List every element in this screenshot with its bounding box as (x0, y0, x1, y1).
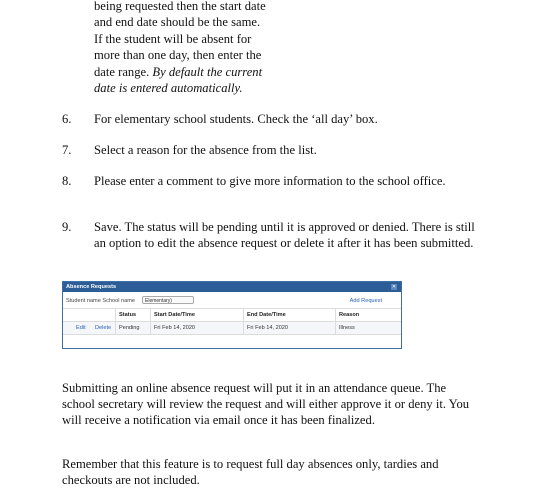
status-cell: Pending (119, 325, 140, 331)
default-date-note: date is entered automatically. (94, 81, 243, 96)
default-date-note: By default the current (152, 64, 263, 79)
step-5-continuation (94, 0, 304, 96)
step-text: Save. The status will be pending until it is approved or denied. There is still an option to edit the absence request or delete it after it has been submitted. (94, 220, 475, 250)
close-icon[interactable]: ✕ (391, 284, 397, 290)
start-date-cell: Fri Feb 14, 2020 (154, 325, 196, 331)
edit-link[interactable]: Edit (76, 325, 86, 331)
end-date-cell: Fri Feb 14, 2020 (247, 325, 289, 331)
continuation-line: being requested then the start date (94, 0, 266, 13)
step-text: Select a reason for the absence from the list. (94, 143, 317, 157)
student-selector-row (66, 296, 398, 305)
add-request-link[interactable]: Add Request (349, 298, 382, 304)
step-number: 9. (62, 220, 72, 234)
column-header: Status (119, 312, 137, 318)
continuation-line: more than one day, then enter the (94, 48, 262, 63)
continuation-line: and end date should be the same. (94, 15, 261, 30)
absence-requests-screenshot (62, 281, 402, 349)
step-number: 8. (62, 174, 72, 188)
column-header: End Date/Time (247, 312, 286, 318)
table-header (63, 308, 401, 322)
requests-table (63, 308, 401, 335)
table-row (63, 322, 401, 335)
delete-link[interactable]: Delete (95, 325, 112, 331)
step-text: Please enter a comment to give more information to the school office. (94, 174, 446, 188)
step-number: 6. (62, 112, 72, 126)
column-header: Start Date/Time (154, 312, 195, 318)
column-header: Reason (339, 312, 360, 318)
queue-paragraph: Submitting an online absence request will put it in an attendance queue. The school secretary will review the request and will either approve it or deny it. You will receive a notification via email once it has been finalized. (62, 381, 470, 427)
full-day-note: Remember that this feature is to request full day absences only, tardies and checkouts are not included. (62, 457, 439, 487)
continuation-line: If the student will be absent for (94, 31, 252, 46)
student-select[interactable]: Elementary) (142, 296, 194, 304)
continuation-line: date range. (94, 64, 153, 79)
student-label: Student name School name (66, 298, 136, 304)
panel-title: Absence Requests (66, 284, 117, 290)
step-number: 7. (62, 143, 72, 157)
panel-header (63, 282, 401, 292)
reason-cell: Illness (339, 325, 355, 331)
step-text: For elementary school students. Check the ‘all day’ box. (94, 112, 378, 126)
